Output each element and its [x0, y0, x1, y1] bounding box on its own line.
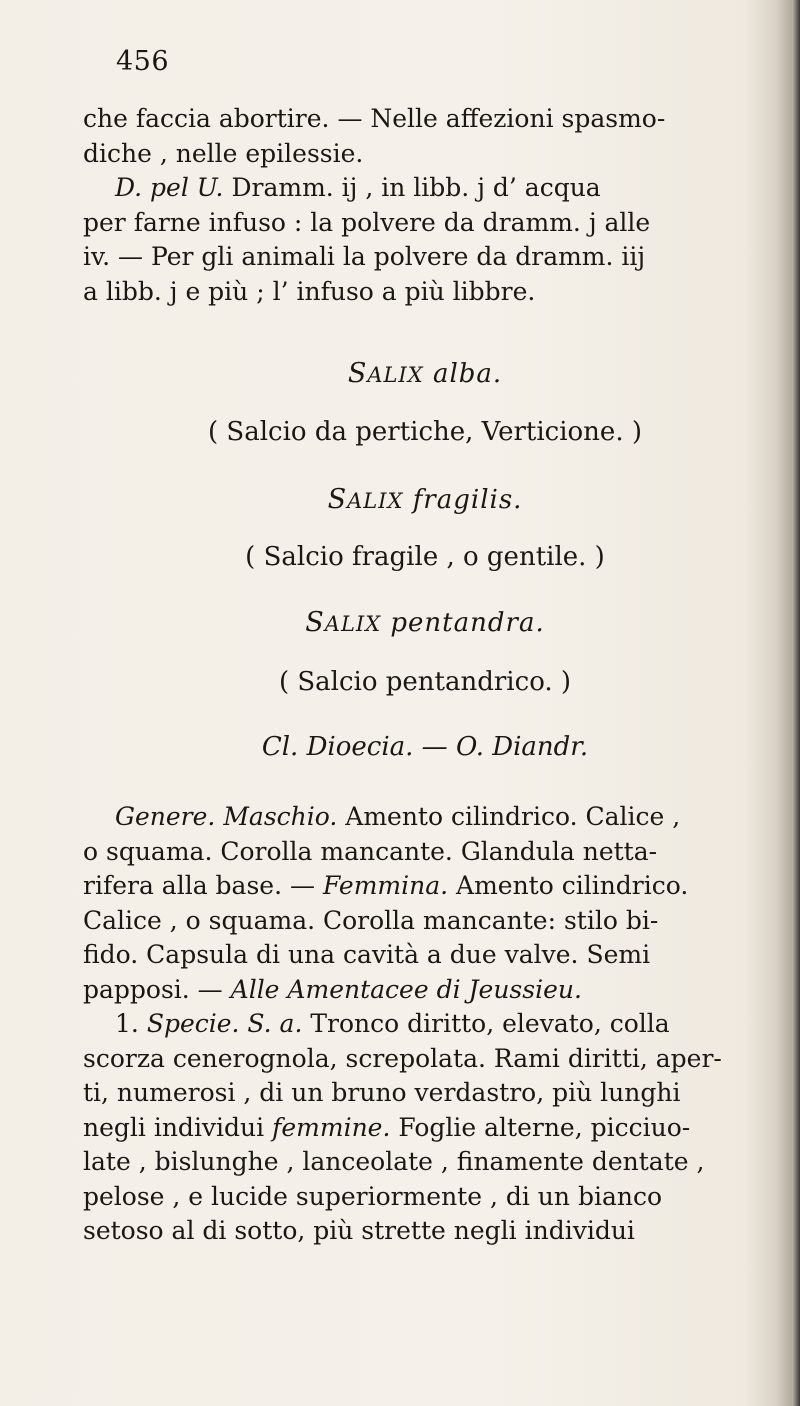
text-line: che faccia abortire. — Nelle affezioni spasmo- — [83, 104, 666, 133]
text-line: setoso al di sotto, più strette negli individui — [83, 1216, 635, 1245]
text-line: ti, numerosi , di un bruno verdastro, più lunghi — [83, 1078, 681, 1107]
intro-paragraph — [83, 102, 767, 309]
text-line: rifera alla base. — Femmina. Amento cilindrico. — [83, 871, 689, 900]
text-segment: Dramm. ij , in libb. j d’ acqua — [223, 173, 601, 202]
species-common-pentandra: ( Salcio pentandrico. ) — [278, 667, 572, 697]
species-heading-fragilis — [83, 484, 767, 515]
species-name: SALIX alba. — [347, 358, 503, 389]
text-line: Genere. Maschio. Amento cilindrico. Calice , — [115, 802, 681, 831]
text-line: per farne infuso : la polvere da dramm. j alle — [83, 207, 651, 237]
text-line: negli individui femmine. Foglie alterne, picciuo- — [83, 1112, 691, 1142]
page-edge — [792, 0, 800, 1406]
text-line: pelose , e lucide superiormente , di un bianco — [83, 1181, 663, 1211]
text-line: Calice , o squama. Corolla mancante: stilo bi- — [83, 905, 659, 935]
text-line: fido. Capsula di una cavità a due valve. Semi — [83, 940, 651, 969]
species-common-fragilis: ( Salcio fragile , o gentile. ) — [245, 542, 605, 572]
text-line: o squama. Corolla mancante. Glandula netta- — [83, 836, 658, 866]
species-name: SALIX pentandra. — [305, 607, 545, 638]
description-paragraph — [83, 800, 767, 1249]
page-number: 456 — [116, 46, 170, 77]
text-line: late , bislunghe , lanceolate , finamente dentate , — [83, 1147, 705, 1176]
text-line: diche , nelle epilessie. — [83, 138, 364, 168]
species-heading-pentandra — [83, 607, 767, 638]
species-name: SALIX fragilis. — [327, 484, 523, 515]
text-line: scorza cenerognola, screpolata. Rami diritti, aper- — [83, 1043, 722, 1073]
text-line: papposi. — Alle Amentacee di Jeussieu. — [83, 974, 582, 1004]
text-line: 1. Specie. S. a. Tronco diritto, elevato, colla — [115, 1009, 670, 1038]
text-line — [83, 171, 767, 206]
species-heading-alba — [83, 358, 767, 389]
text-line: a libb. j e più ; l’ infuso a più libbre. — [83, 276, 536, 306]
species-common-alba: ( Salcio da pertiche, Verticione. ) — [208, 417, 642, 447]
text-line: iv. — Per gli animali la polvere da dramm. iij — [83, 242, 646, 271]
classification: Cl. Dioecia. — O. Diandr. — [261, 732, 589, 762]
dose-abbrev: D. pel U. — [115, 173, 224, 202]
